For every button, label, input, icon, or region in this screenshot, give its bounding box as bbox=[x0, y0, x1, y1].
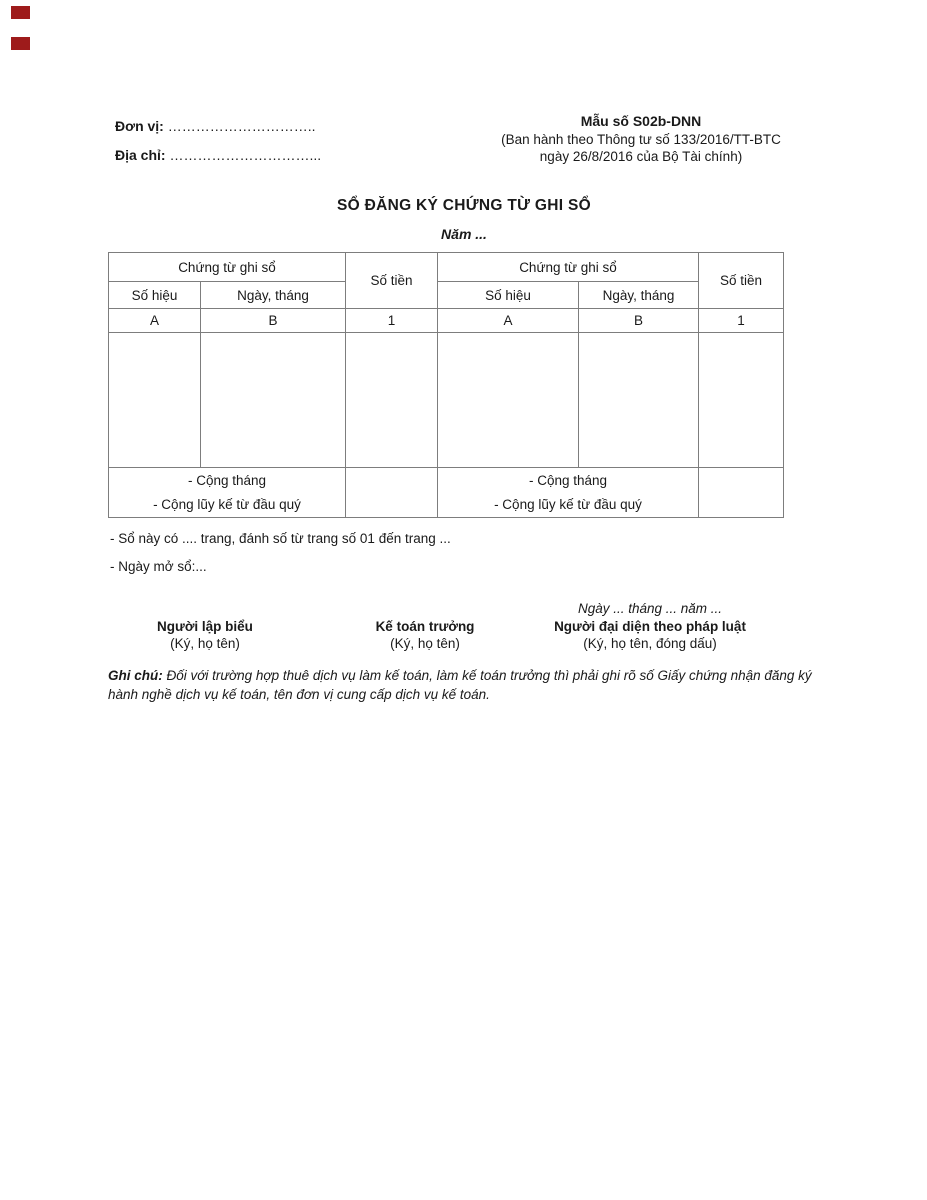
table-empty-entry-row bbox=[109, 333, 784, 468]
index-cell-b-right: B bbox=[579, 309, 699, 333]
sum-quarter-left: - Cộng lũy kế từ đầu quý bbox=[153, 496, 301, 512]
unit-label: Đơn vị: bbox=[115, 118, 164, 134]
circular-line-2: ngày 26/8/2016 của Bộ Tài chính) bbox=[539, 149, 743, 164]
address-line bbox=[115, 141, 321, 170]
form-number: Mẫu số S02b-DNN bbox=[580, 113, 702, 129]
table-group-header-row bbox=[109, 253, 784, 282]
open-date-note: - Ngày mở sổ:... bbox=[110, 559, 207, 574]
unit-line bbox=[115, 112, 321, 141]
footnote-text: Đối với trường hợp thuê dịch vụ làm kế toán, làm kế toán trưởng thì phải ghi rõ số Giấy chứng nhận đăng ký hành nghề dịch vụ kế toán, tên đơn vị cung cấp dịch vụ kế toán. bbox=[108, 668, 812, 702]
sum-month-left: - Cộng tháng bbox=[187, 472, 267, 488]
date-header-right: Ngày, tháng bbox=[579, 282, 699, 309]
voucher-register-table bbox=[108, 252, 784, 518]
empty-cell bbox=[109, 333, 201, 468]
unit-dotted-line: ………………………….. bbox=[163, 118, 316, 134]
signature-legal-representative bbox=[490, 600, 810, 653]
date-header-left: Ngày, tháng bbox=[201, 282, 346, 309]
empty-cell bbox=[201, 333, 346, 468]
preparer-subtitle: (Ký, họ tên) bbox=[170, 636, 240, 651]
index-cell-1-right: 1 bbox=[699, 309, 784, 333]
footnote-label: Ghi chú: bbox=[108, 668, 163, 683]
company-header bbox=[115, 112, 321, 170]
totals-cell-left bbox=[109, 468, 346, 518]
index-cell-b-left: B bbox=[201, 309, 346, 333]
index-cell-a-left: A bbox=[109, 309, 201, 333]
form-reference-block bbox=[455, 113, 827, 166]
amount-header-right: Số tiền bbox=[699, 253, 784, 309]
index-cell-a-right: A bbox=[438, 309, 579, 333]
number-header-left: Số hiệu bbox=[109, 282, 201, 309]
table-index-row bbox=[109, 309, 784, 333]
totals-cell-right bbox=[438, 468, 699, 518]
legal-representative-title: Người đại diện theo pháp luật bbox=[554, 618, 746, 634]
pages-note: - Sổ này có .... trang, đánh số từ trang số 01 đến trang ... bbox=[110, 531, 451, 546]
signature-date-spacer bbox=[85, 600, 325, 618]
address-label: Địa chỉ: bbox=[115, 147, 166, 163]
circular-line-1: (Ban hành theo Thông tư số 133/2016/TT-BTC bbox=[501, 131, 781, 147]
index-cell-1-left: 1 bbox=[346, 309, 438, 333]
page-title: SỔ ĐĂNG KÝ CHỨNG TỪ GHI SỔ bbox=[337, 197, 591, 214]
empty-cell bbox=[579, 333, 699, 468]
empty-cell bbox=[699, 333, 784, 468]
empty-cell bbox=[438, 333, 579, 468]
sum-month-right: - Cộng tháng bbox=[528, 472, 608, 488]
chief-accountant-subtitle: (Ký, họ tên) bbox=[390, 636, 460, 651]
table-totals-row bbox=[109, 468, 784, 518]
page-subtitle: Năm ... bbox=[441, 226, 487, 242]
group-header-right: Chứng từ ghi sổ bbox=[438, 253, 699, 282]
empty-cell bbox=[346, 333, 438, 468]
table-sub-header-row bbox=[109, 282, 784, 309]
signature-date-line: Ngày ... tháng ... năm ... bbox=[577, 601, 723, 616]
signature-preparer bbox=[85, 600, 325, 653]
red-marker-top bbox=[11, 6, 30, 19]
totals-amount-right bbox=[699, 468, 784, 518]
totals-amount-left bbox=[346, 468, 438, 518]
footnote bbox=[108, 666, 822, 704]
chief-accountant-title: Kế toán trưởng bbox=[375, 618, 475, 634]
number-header-right: Số hiệu bbox=[438, 282, 579, 309]
legal-representative-subtitle: (Ký, họ tên, đóng dấu) bbox=[583, 636, 717, 651]
address-dotted-line: …………………………... bbox=[165, 147, 322, 163]
sum-quarter-right: - Cộng lũy kế từ đầu quý bbox=[494, 496, 642, 512]
red-marker-bottom bbox=[11, 37, 30, 50]
amount-header-left: Số tiền bbox=[346, 253, 438, 309]
group-header-left: Chứng từ ghi sổ bbox=[109, 253, 346, 282]
preparer-title: Người lập biểu bbox=[157, 618, 253, 634]
